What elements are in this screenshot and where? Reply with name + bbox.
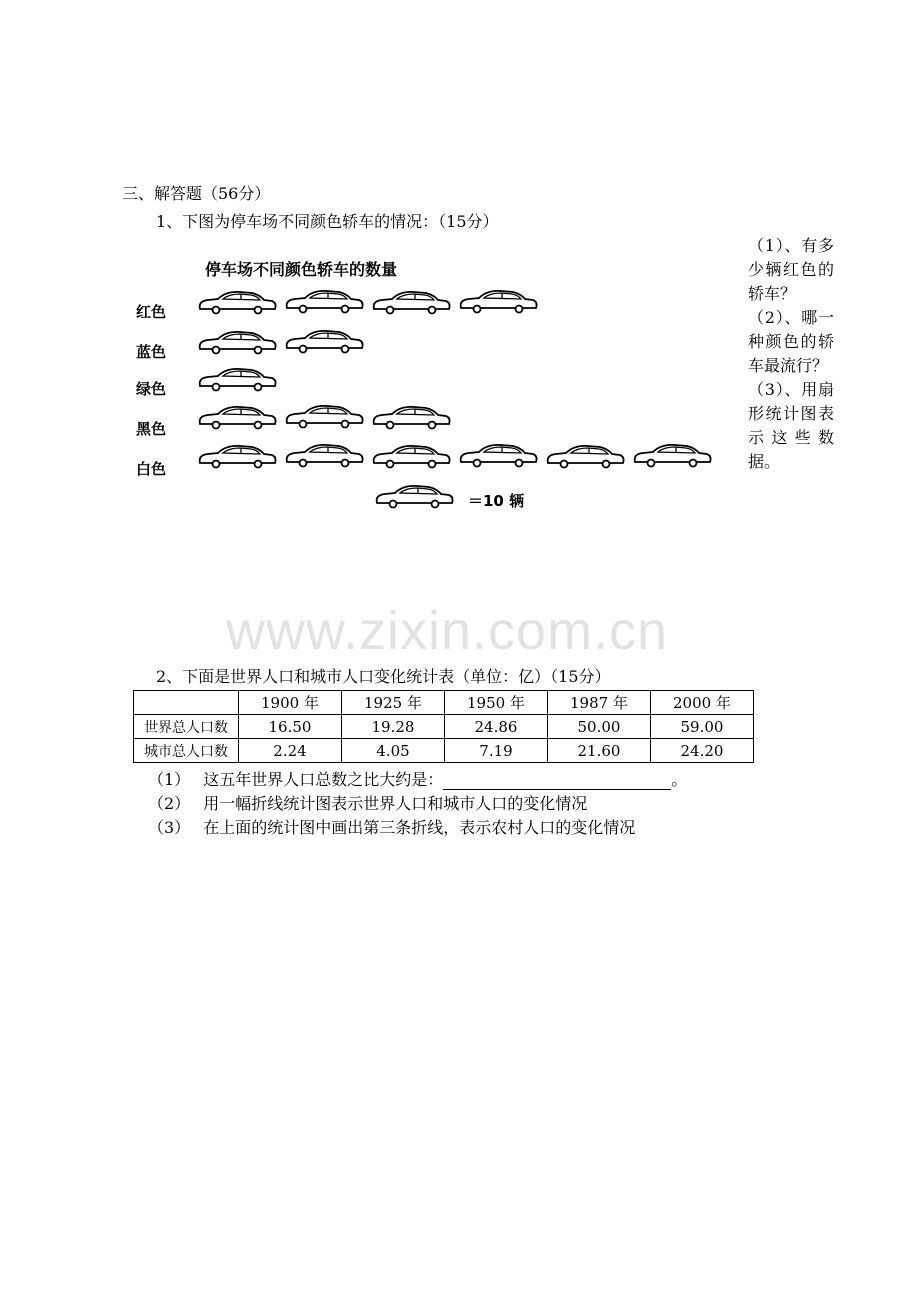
car-icon [283,328,365,358]
q2-sub-question-1 [148,770,687,790]
table-row-label: 城市总人口数 [134,739,239,763]
row-label-white: 白色 [136,460,167,478]
row-label-green: 绿色 [136,380,167,398]
question-1-text: 1、下图为停车场不同颜色轿车的情况：（15分） [156,212,499,231]
car-icon [457,442,539,472]
q2-sub-question-1-number: （1） [148,770,191,789]
car-icon [631,442,713,472]
car-icon [196,366,278,396]
q2-sub-question-3-text: 在上面的统计图中画出第三条折线，表示农村人口的变化情况 [203,818,636,837]
question-2-text: 2、下面是世界人口和城市人口变化统计表（单位：亿）（15分） [156,667,611,686]
table-row [134,739,754,763]
car-icon [196,404,278,434]
table-header-cell: 1987 年 [548,691,651,715]
q1-sub-question-3: （3）、用扇形统计图表示这些数据。 [748,380,834,471]
car-icon [283,442,365,472]
watermark: www.zixin.com.cn [226,601,669,661]
q2-sub-question-2-text: 用一幅折线统计图表示世界人口和城市人口的变化情况 [203,794,588,813]
answer-blank[interactable] [443,773,671,790]
q1-sub-question-2: （2）、哪一种颜色的轿车最流行？ [748,308,834,375]
section-title: 三、解答题（56分） [122,184,271,203]
car-icon [196,443,278,473]
table-cell: 24.86 [445,715,548,739]
table-header-cell: 2000 年 [651,691,754,715]
table-cell: 4.05 [342,739,445,763]
legend-text: ＝10 辆 [468,492,525,510]
row-label-blue: 蓝色 [136,343,167,361]
q2-sub-question-1-text: 这五年世界人口总数之比大约是： [203,770,444,789]
q2-sub-question-2 [148,794,587,814]
table-header-cell: 1925 年 [342,691,445,715]
table-header-cell [134,691,239,715]
table-row [134,715,754,739]
table-cell: 16.50 [239,715,342,739]
table-cell: 59.00 [651,715,754,739]
legend-car-icon [373,483,455,513]
q2-sub-question-3-number: （3） [148,818,191,837]
table-header-cell: 1950 年 [445,691,548,715]
car-icon [196,329,278,359]
q1-sub-question-1: （1）、有多少辆红色的轿车？ [748,236,834,303]
table-cell: 21.60 [548,739,651,763]
car-icon [283,288,365,318]
table-cell: 50.00 [548,715,651,739]
table-header-cell: 1900 年 [239,691,342,715]
row-label-red: 红色 [136,303,167,321]
car-icon [370,443,452,473]
car-icon [283,403,365,433]
table-cell: 7.19 [445,739,548,763]
table-cell: 2.24 [239,739,342,763]
q2-sub-question-1-end: 。 [671,770,688,789]
table-cell: 19.28 [342,715,445,739]
car-icon [544,443,626,473]
car-icon [370,404,452,434]
population-table [133,690,754,763]
car-icon [196,289,278,319]
table-row-label: 世界总人口数 [134,715,239,739]
table-cell: 24.20 [651,739,754,763]
q1-sub-questions [748,234,834,474]
row-label-black: 黑色 [136,420,167,438]
car-icon [457,288,539,318]
q2-sub-question-3 [148,818,635,838]
table-header-row [134,691,754,715]
pictograph-title: 停车场不同颜色轿车的数量 [205,260,398,279]
car-icon [370,289,452,319]
q2-sub-question-2-number: （2） [148,794,191,813]
